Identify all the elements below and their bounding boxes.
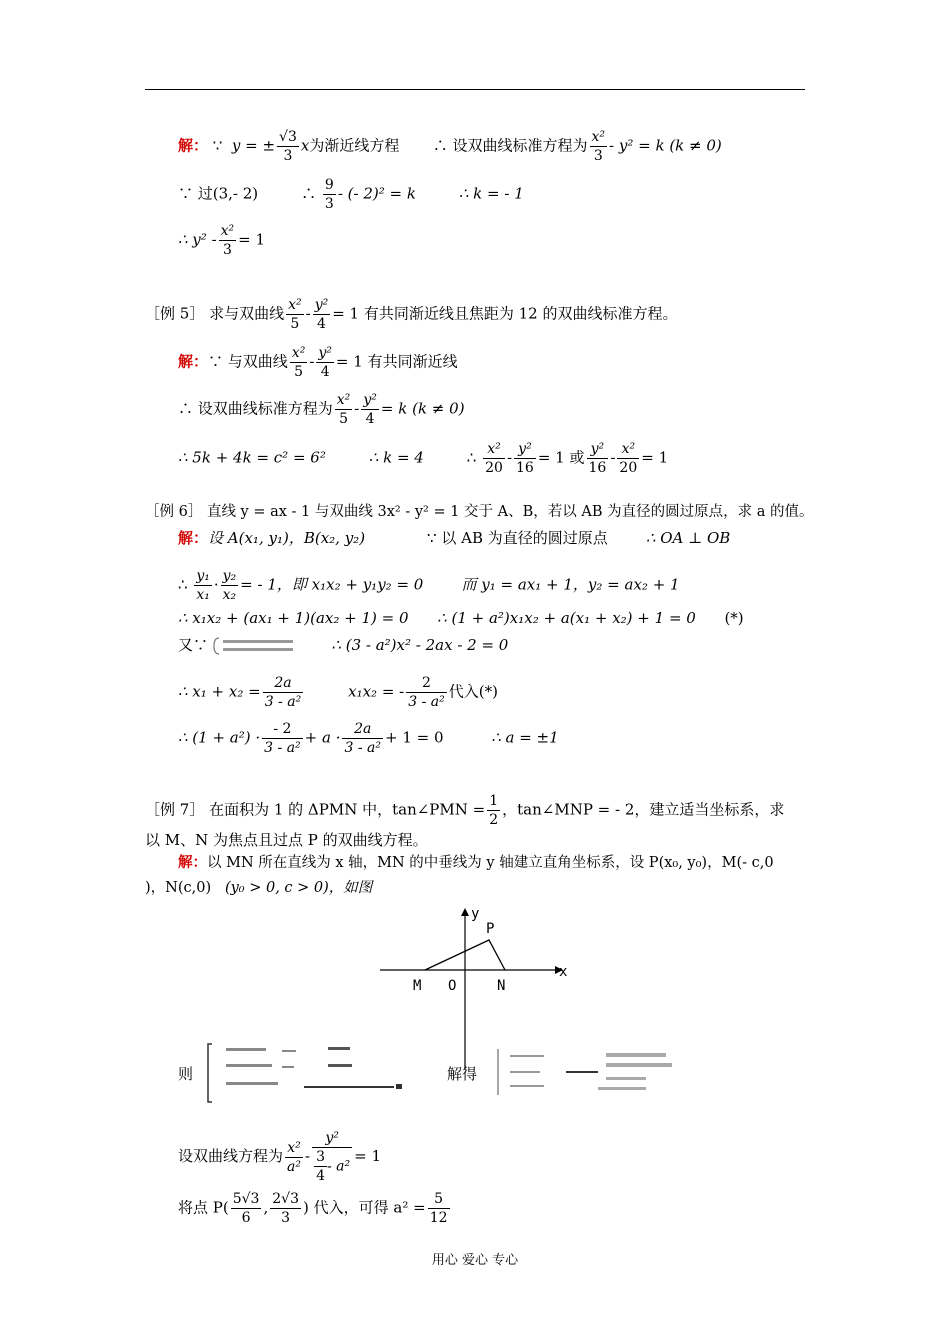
- sol1-line1: 解： ∵ y = ± $\frac{√3}{3}$ x为渐近线方程 ∴ 设双曲线标准方程为 $\frac{\text{x²}}{3}$ - y² = k (k ≠ 0): [178, 129, 722, 164]
- solved-system-garbled: [494, 1047, 694, 1097]
- sol1-line3: ∴ y² - $\frac{\text{x²}}{3}$ = 1: [178, 223, 266, 258]
- solution-label: 解：: [178, 854, 207, 871]
- origin-label: O: [448, 978, 457, 994]
- ex7-sol-line2: )，N(c,0) (y₀ > 0, c > 0)，如图: [145, 880, 373, 896]
- ex6-sol-line1: 解：设 A(x₁, y₁)，B(x₂, y₂) ∵ 以 AB 为直径的圆过原点 ∴ OA ⊥ OB: [178, 529, 731, 547]
- y-axis-arrow: [461, 908, 469, 916]
- solution-label: 解：: [178, 352, 209, 371]
- sol1-line2: ∵ 过(3,- 2) ∴ $\frac{9}{3}$ - (- 2)² = k ∴ k = - 1: [178, 177, 524, 212]
- system-of-equations-garbled: [213, 636, 303, 656]
- point-n-label: N: [497, 978, 506, 994]
- ex5-sol-line3: ∴ 5k + 4k = c² = 6² ∴ k = 4 ∴ $\frac{\text{x²}}{20}$ - $\frac{\text{y²}}{16}$ = 1 或 $\frac{\text{y²}}{16}$ - $\frac{\text{x²}}{20}$ = 1: [178, 441, 669, 476]
- ex7-question-line2: 以 M、N 为焦点且过点 P 的双曲线方程。: [145, 831, 428, 849]
- ex6-sol-line4: 又∵ ∴ (3 - a²)x² - 2ax - 2 = 0: [178, 636, 509, 654]
- y-axis-label: y: [471, 906, 480, 922]
- point-m-label: M: [413, 978, 422, 994]
- solution-label: 解：: [178, 529, 209, 547]
- ex7-question-line1: ［例 7］ 在面积为 1 的 ΔPMN 中，tan∠PMN = $\frac{1}{2}$ ，tan∠MNP = - 2，建立适当坐标系，求: [145, 793, 785, 828]
- ex6-question: ［例 6］ 直线 y = ax - 1 与双曲线 3x² - y² = 1 交于 A、B，若以 AB 为直径的圆过原点，求 a 的值。: [145, 504, 814, 520]
- ex7-sol-line3: 设双曲线方程为 $\frac{\text{x²}}{\text{a²}}$ - y² $\frac{3}{4}$ - a² = 1: [178, 1130, 382, 1184]
- ex5-sol-line2: ∴ 设双曲线标准方程为 $\frac{\text{x²}}{5}$ - $\frac{\text{y²}}{4}$ = k (k ≠ 0): [178, 392, 465, 427]
- ex6-sol-line5: ∴ x₁ + x₂ = $\frac{2a}{\text{3 - a²}}$ x₁x₂ = - $\frac{2}{\text{3 - a²}}$ 代入(*): [178, 675, 498, 710]
- ex7-sol-line1: 解：以 MN 所在直线为 x 轴，MN 的中垂线为 y 轴建立直角坐标系，设 P(x₀, y₀)，M(- c,0: [178, 854, 774, 871]
- ex6-sol-line6: ∴ (1 + a²) · $\frac{- 2}{\text{3 - a²}}$ + a · $\frac{2a}{\text{3 - a²}}$ + 1 = 0 ∴ a = ±1: [178, 721, 559, 756]
- page-footer: 用心 爱心 专心: [431, 1253, 519, 1268]
- ex7-system-line: 则: [178, 1065, 194, 1083]
- header-rule: [145, 89, 805, 90]
- x-axis-label: x: [559, 964, 568, 980]
- ex5-question: ［例 5］ 求与双曲线 $\frac{\text{x²}}{5}$ - $\frac{\text{y²}}{4}$ = 1 有共同渐近线且焦距为 12 的双曲线标准方程。: [145, 297, 678, 332]
- system-of-equations-garbled: [204, 1042, 414, 1104]
- point-p-label: P: [486, 921, 495, 937]
- ex7-sol-line4: 将点 P( $\frac{5√3}{6}$ , $\frac{2√3}{3}$ ) 代入，可得 a² = $\frac{5}{12}$: [178, 1191, 448, 1226]
- ex7-solved-line: 解得: [447, 1065, 478, 1083]
- ex5-sol-line1: 解：∵ 与双曲线 $\frac{\text{x²}}{5}$ - $\frac{\text{y²}}{4}$ = 1 有共同渐近线: [178, 345, 458, 380]
- ex6-sol-line2: ∴ $\frac{\text{y₁}}{\text{x₁}}$ · $\frac{\text{y₂}}{\text{x₂}}$ = - 1，即 x₁x₂ + y₁y₂ = 0 而 y₁ = ax₁ + 1，y₂ = ax₂ + 1: [178, 568, 680, 603]
- ex6-sol-line3: ∴ x₁x₂ + (ax₁ + 1)(ax₂ + 1) = 0 ∴ (1 + a²)x₁x₂ + a(x₁ + x₂) + 1 = 0 (*): [178, 609, 744, 627]
- solution-label: 解：: [178, 136, 209, 155]
